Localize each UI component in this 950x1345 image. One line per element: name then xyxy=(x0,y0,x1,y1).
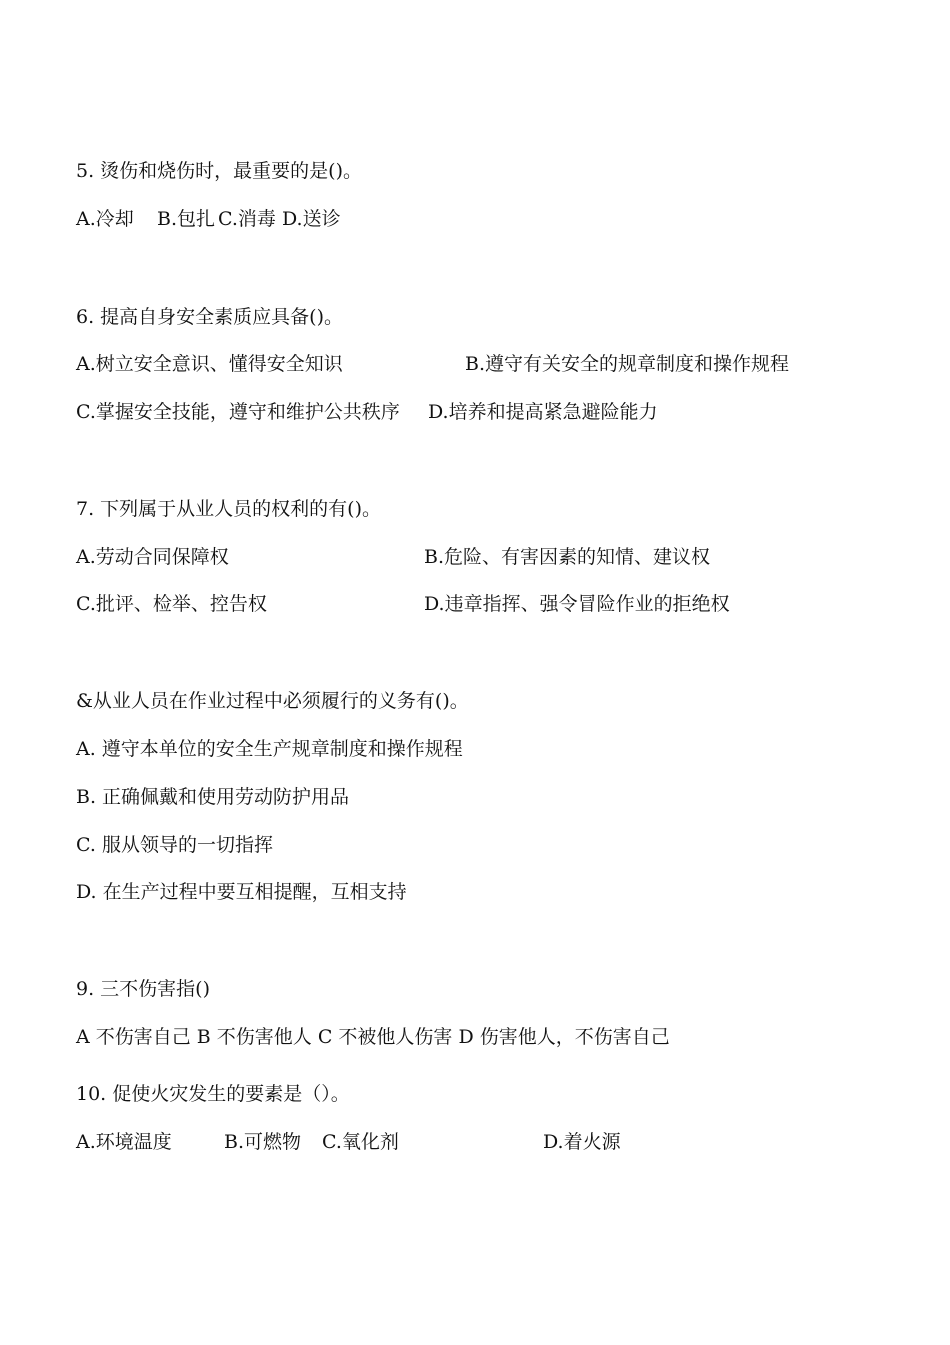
question-10-option-c: C.氧化剂 xyxy=(322,1131,399,1153)
question-10-stem: 10. 促使火灾发生的要素是（）。 xyxy=(76,1083,350,1105)
question-6-option-b: B.遵守有关安全的规章制度和操作规程 xyxy=(465,353,790,375)
question-5-option-b: B.包扎 xyxy=(157,208,216,230)
question-9-options: A 不伤害自己 B 不伤害他人 C 不被他人伤害 D 伤害他人，不伤害自己 xyxy=(76,1026,670,1048)
question-8-option-d: D. 在生产过程中要互相提醒，互相支持 xyxy=(76,881,407,903)
question-6-option-c: C.掌握安全技能，遵守和维护公共秩序 xyxy=(76,401,400,423)
question-10-option-d: D.着火源 xyxy=(543,1131,621,1153)
question-7-option-a: A.劳动合同保障权 xyxy=(76,546,229,568)
question-10-option-b: B.可燃物 xyxy=(224,1131,302,1153)
question-5-option-c: C.消毒 xyxy=(218,208,276,230)
question-6-stem: 6. 提高自身安全素质应具备()。 xyxy=(76,306,343,328)
question-7-option-c: C.批评、检举、控告权 xyxy=(76,593,267,615)
question-8-stem: &从业人员在作业过程中必须履行的义务有()。 xyxy=(76,690,469,712)
question-5-option-a: A.冷却 xyxy=(76,208,134,230)
question-5-option-d: D.送诊 xyxy=(282,208,341,230)
question-6-option-d: D.培养和提高紧急避险能力 xyxy=(428,401,658,423)
question-7-option-b: B.危险、有害因素的知情、建议权 xyxy=(424,546,711,568)
question-9-stem: 9. 三不伤害指() xyxy=(76,978,210,1000)
question-8-option-a: A. 遵守本单位的安全生产规章制度和操作规程 xyxy=(76,738,463,760)
question-7-option-d: D.违章指挥、强令冒险作业的拒绝权 xyxy=(424,593,730,615)
question-5-stem: 5. 烫伤和烧伤时，最重要的是()。 xyxy=(76,160,362,182)
question-10-option-a: A.环境温度 xyxy=(76,1131,172,1153)
question-8-option-c: C. 服从领导的一切指挥 xyxy=(76,834,273,856)
question-8-option-b: B. 正确佩戴和使用劳动防护用品 xyxy=(76,786,350,808)
question-7-stem: 7. 下列属于从业人员的权利的有()。 xyxy=(76,498,381,520)
question-6-option-a: A.树立安全意识、懂得安全知识 xyxy=(76,353,343,375)
